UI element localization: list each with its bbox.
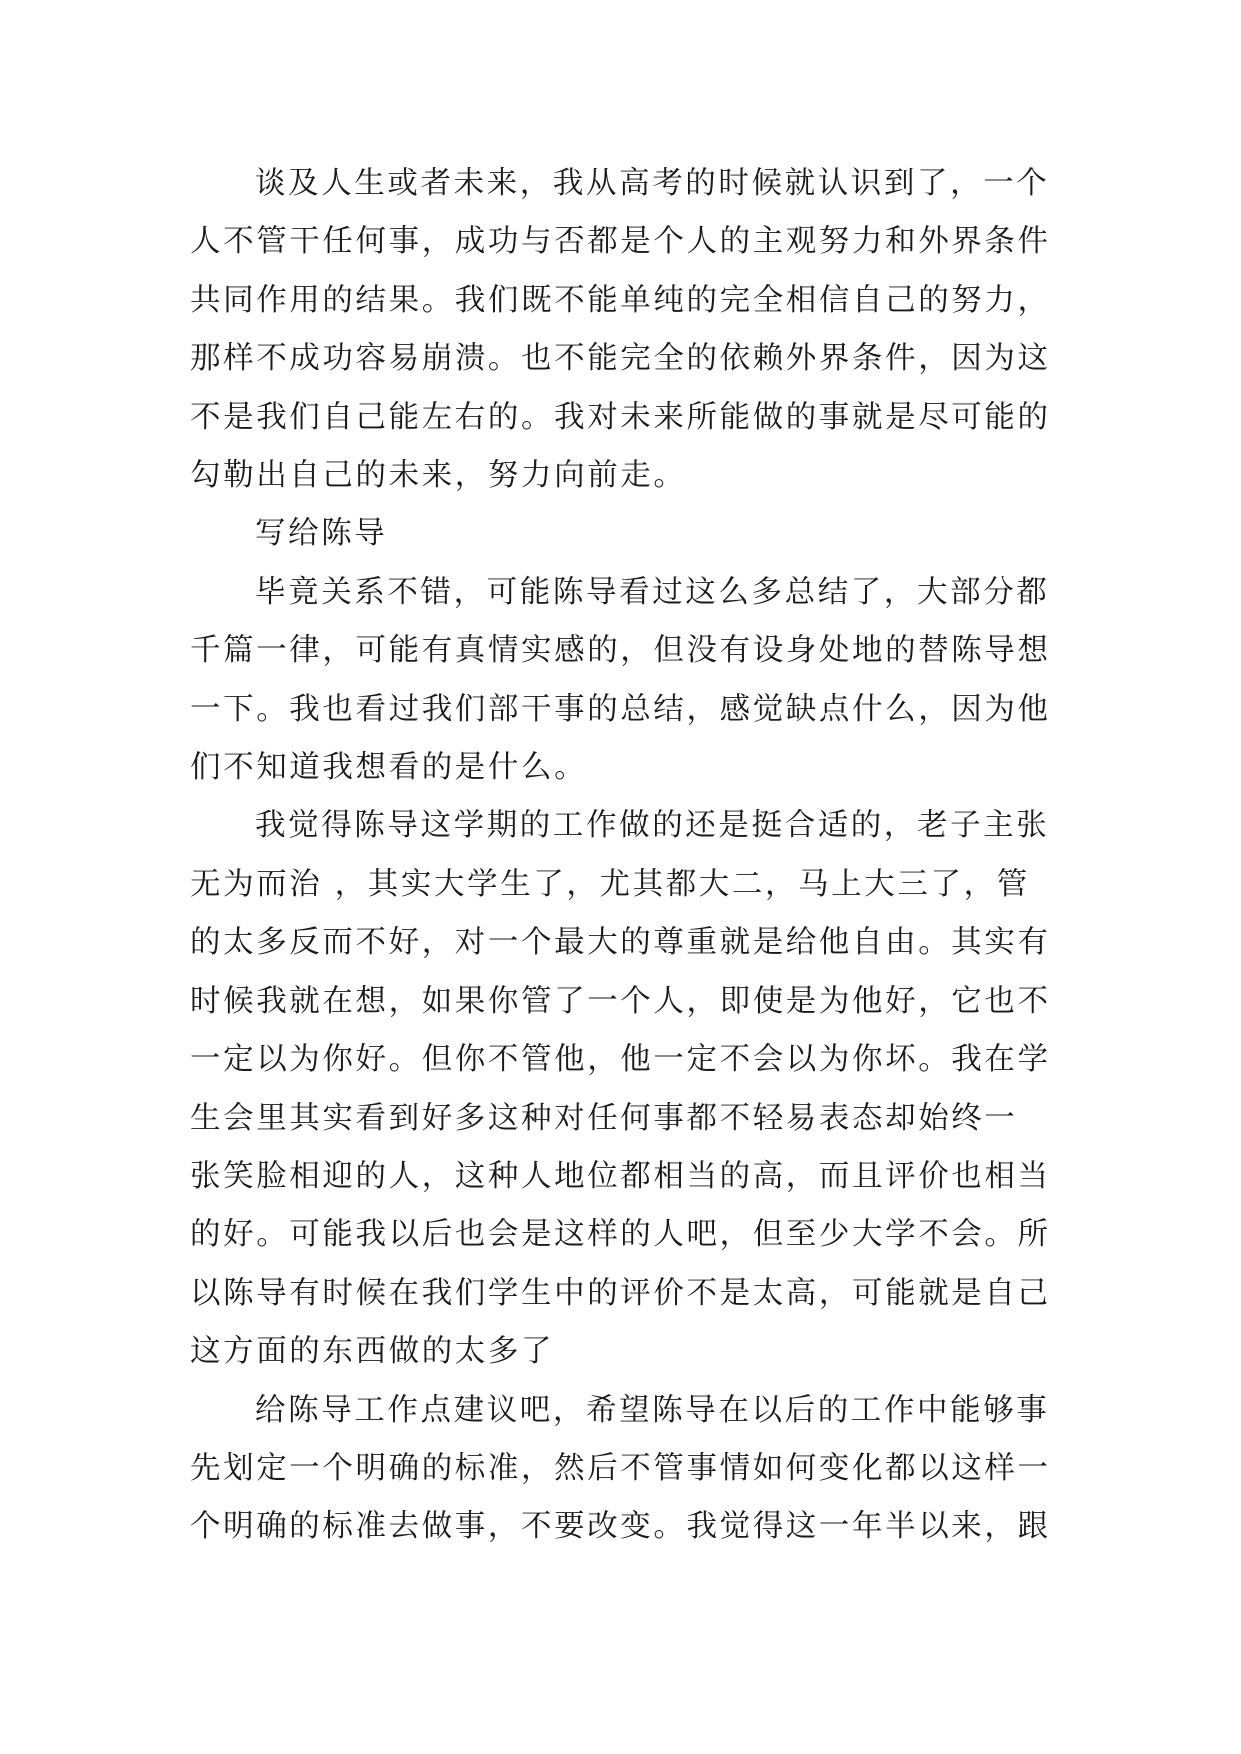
text-line: 我觉得陈导这学期的工作做的还是挺合适的，老子主张 [255,808,1050,844]
paragraph-relationship [190,564,1070,798]
text-line: 这方面的东西做的太多了 [190,1334,555,1370]
text-line: 一定以为你好。但你不管他，他一定不会以为你坏。我在学 [190,1042,1051,1078]
text-line: 的好。可能我以后也会是这样的人吧，但至少大学不会。所 [190,1217,1051,1253]
text-line: 共同作用的结果。我们既不能单纯的完全相信自己的努力， [190,282,1051,318]
text-line: 不是我们自己能左右的。我对未来所能做的事就是尽可能的 [190,399,1051,435]
text-line: 张笑脸相迎的人，这种人地位都相当的高，而且评价也相当 [190,1158,1051,1194]
text-line: 以陈导有时候在我们学生中的评价不是太高，可能就是自己 [190,1275,1051,1311]
text-line: 的太多反而不好，对一个最大的尊重就是给他自由。其实有 [190,925,1051,961]
text-line: 给陈导工作点建议吧，希望陈导在以后的工作中能够事 [255,1392,1050,1428]
text-line: 那样不成功容易崩溃。也不能完全的依赖外界条件，因为这 [190,341,1051,377]
text-line: 无为而治 ，其实大学生了，尤其都大二，马上大三了，管 [190,866,1030,902]
text-line: 毕竟关系不错，可能陈导看过这么多总结了，大部分都 [255,574,1050,610]
paragraph-suggestions [190,1382,1070,1557]
text-line: 千篇一律，可能有真情实感的，但没有设身处地的替陈导想 [190,633,1051,669]
text-line: 先划定一个明确的标准，然后不管事情如何变化都以这样一 [190,1450,1051,1486]
paragraph-life-future [190,155,1070,505]
text-line: 时候我就在想，如果你管了一个人，即使是为他好，它也不 [190,983,1051,1019]
text-line: 一下。我也看过我们部干事的总结，感觉缺点什么，因为他 [190,691,1051,727]
text-line: 谈及人生或者未来，我从高考的时候就认识到了，一个 [255,166,1050,201]
text-line: 生会里其实看到好多这种对任何事都不轻易表态却始终一 [190,1100,1018,1136]
paragraph-work-evaluation [190,797,1070,1381]
text-line: 们不知道我想看的是什么。 [190,750,588,786]
section-heading [190,505,1070,563]
text-line: 人不管干任何事，成功与否都是个人的主观努力和外界条件 [190,224,1051,260]
text-line: 勾勒出自己的未来，努力向前走。 [190,458,687,494]
heading-text: 写给陈导 [255,516,388,552]
document-body [190,155,1070,1557]
text-line: 个明确的标准去做事，不要改变。我觉得这一年半以来，跟 [190,1509,1051,1545]
